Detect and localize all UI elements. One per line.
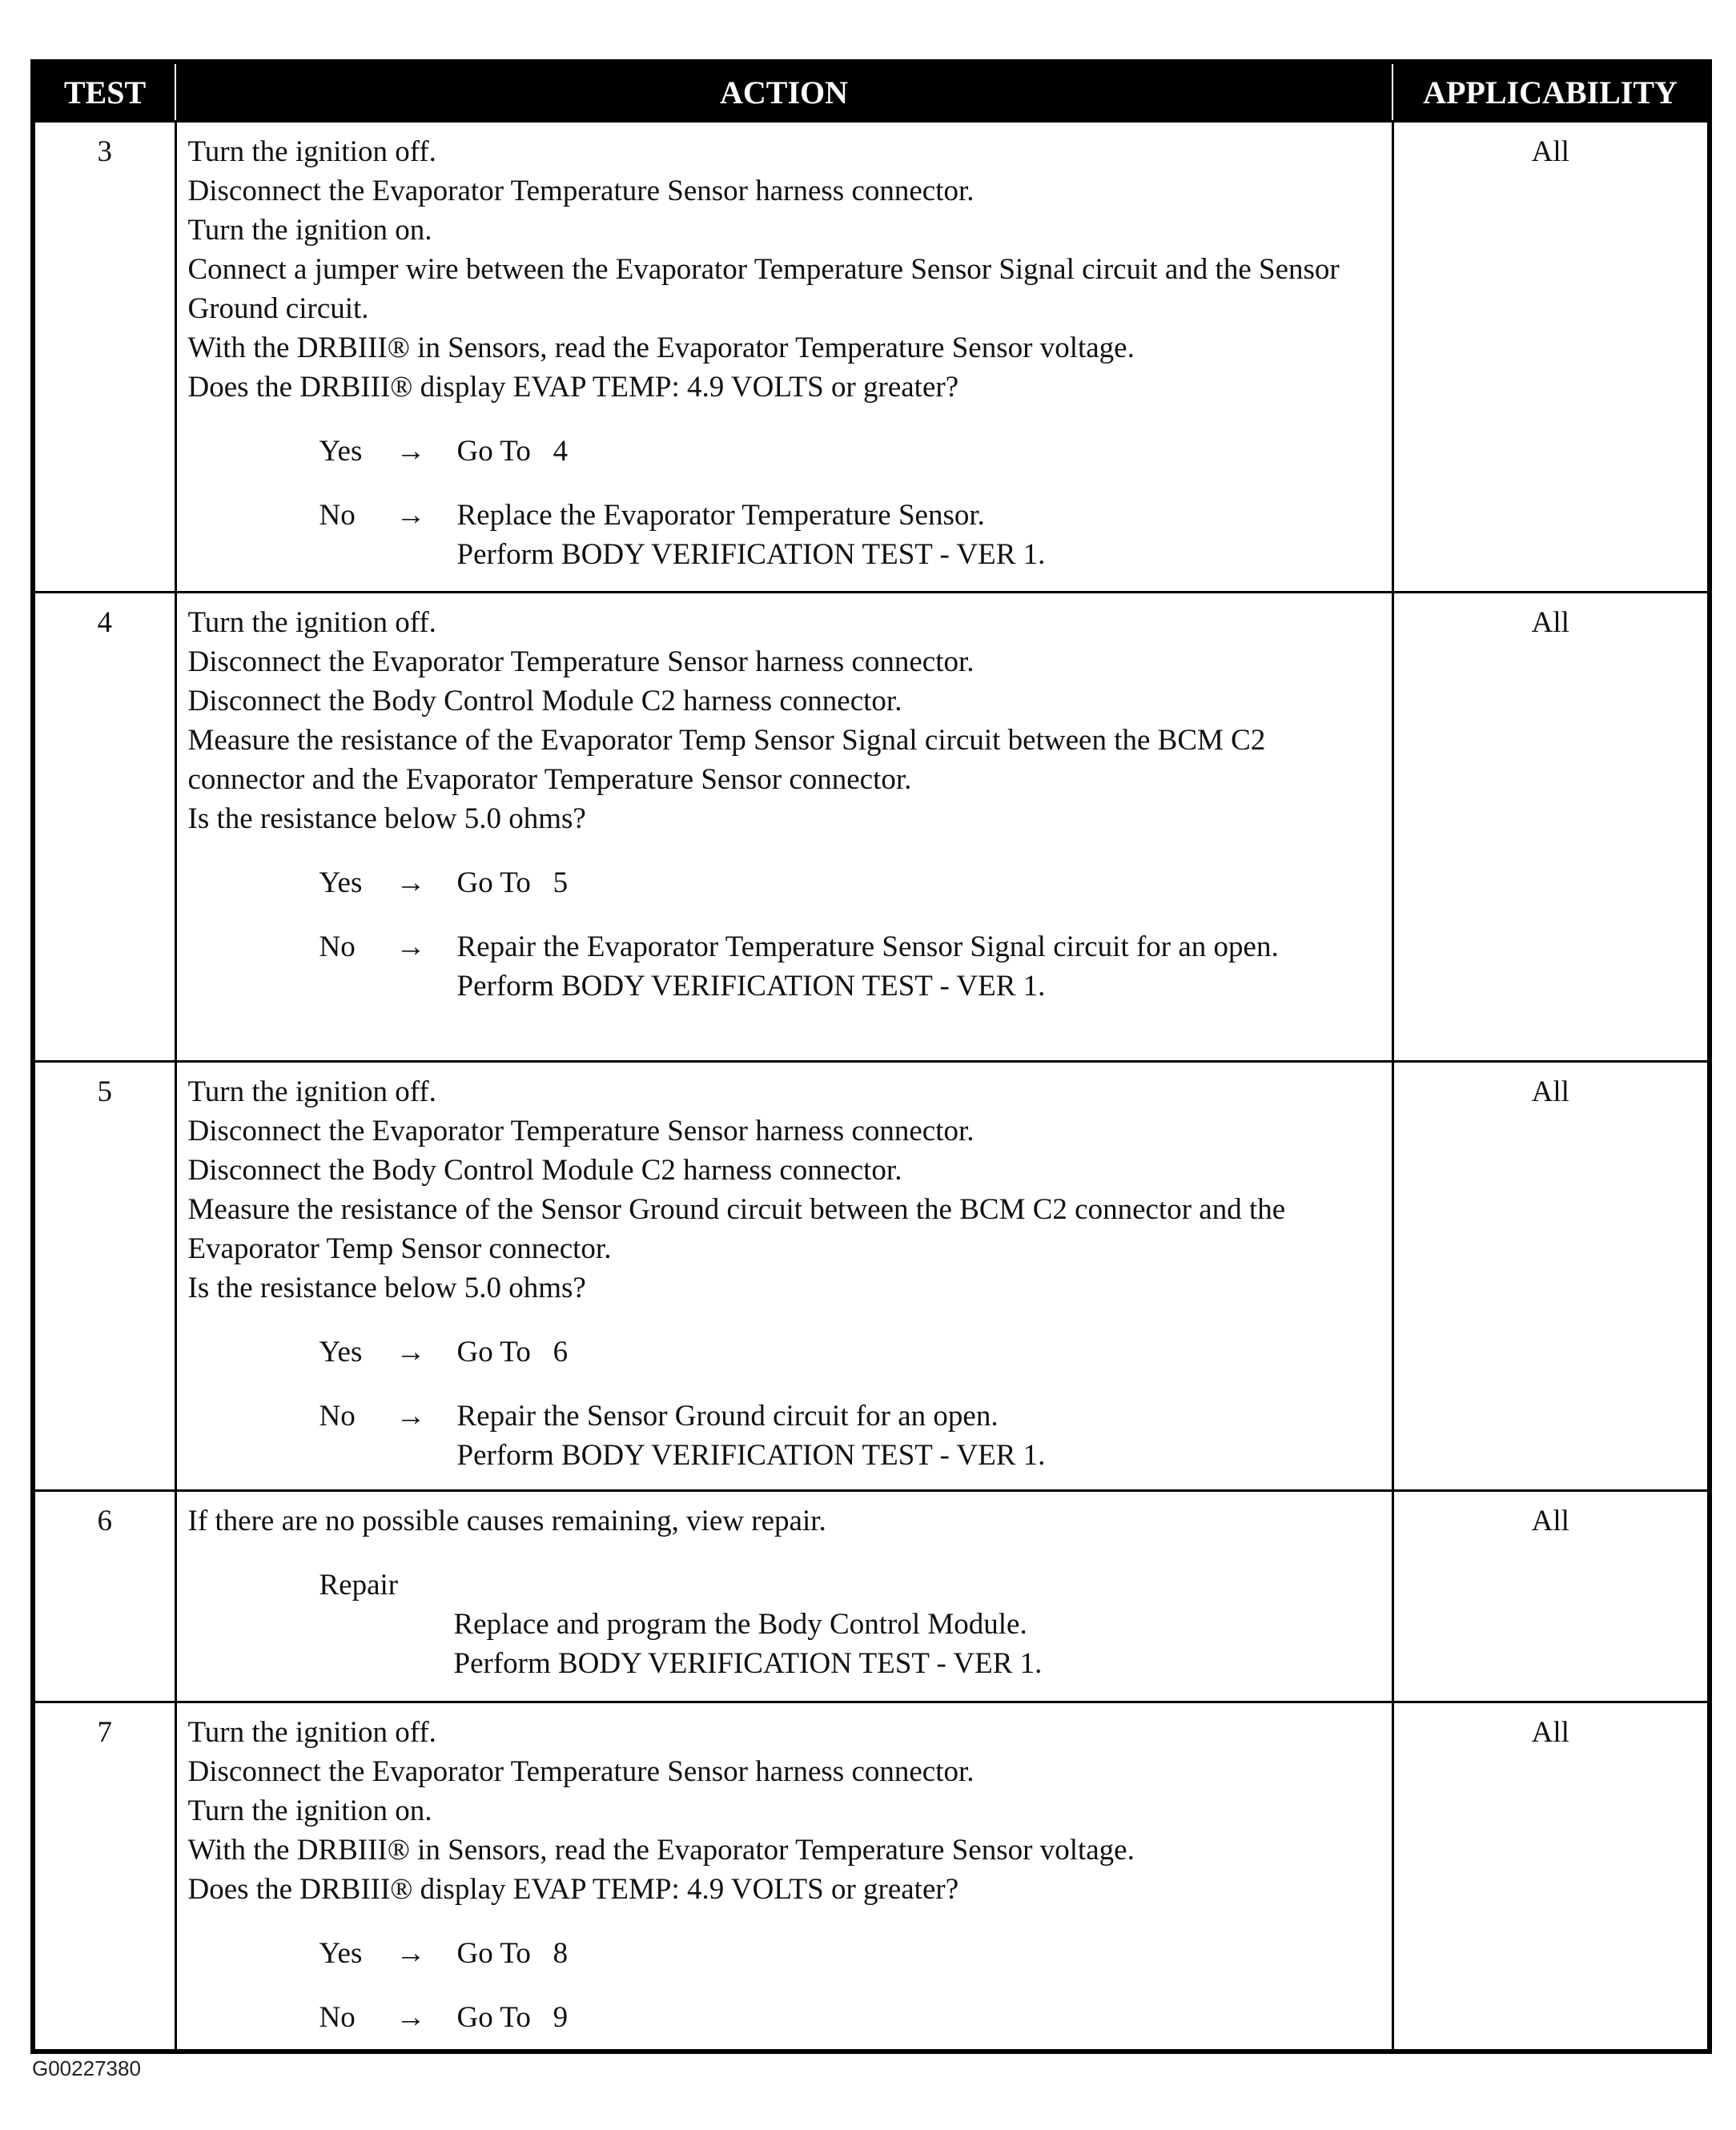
action-cell (175, 1702, 1392, 2052)
no-text-line: Perform BODY VERIFICATION TEST - VER 1. (456, 1439, 1046, 1472)
yes-text: Go To 8 (456, 1937, 569, 1970)
action-cell (175, 122, 1392, 593)
yes-result (188, 432, 1385, 471)
yes-text: Go To 4 (456, 435, 569, 468)
action-step: Is the resistance below 5.0 ohms? (187, 802, 586, 835)
yes-result (188, 1934, 1385, 1973)
no-text-line: Perform BODY VERIFICATION TEST - VER 1. (456, 538, 1046, 571)
no-label: No (319, 930, 356, 963)
applicability-value: All (1392, 1702, 1710, 2052)
no-label: No (319, 499, 356, 532)
header-applicability: APPLICABILITY (1392, 62, 1710, 122)
repair-text-line: Replace and program the Body Control Module. (453, 1608, 1027, 1641)
yes-result (188, 1332, 1385, 1372)
action-cell (175, 593, 1392, 1062)
test-row (33, 1062, 1710, 1491)
action-step: Disconnect the Body Control Module C2 harness connector. (187, 1154, 902, 1187)
no-result (188, 927, 1385, 1006)
no-label: No (319, 1400, 356, 1433)
no-text-line: Replace the Evaporator Temperature Sensor. (456, 499, 985, 532)
action-step: Disconnect the Body Control Module C2 harness connector. (187, 685, 902, 717)
yes-result (188, 863, 1385, 902)
action-step: With the DRBIII® in Sensors, read the Evaporator Temperature Sensor voltage. (187, 332, 1135, 364)
arrow-icon: → (396, 930, 426, 963)
action-step: Turn the ignition off. (187, 606, 436, 639)
no-text: Go To 9 (456, 2001, 569, 2034)
action-step: Turn the ignition off. (187, 1075, 436, 1108)
no-text (457, 927, 1385, 1006)
repair-label: Repair (319, 1569, 399, 1602)
repair-text (454, 1605, 1385, 1683)
action-step: Turn the ignition on. (187, 214, 432, 247)
action-step: Disconnect the Evaporator Temperature Sensor harness connector. (187, 645, 974, 678)
figure-id: G00227380 (32, 2056, 141, 2080)
applicability-value: All (1392, 1491, 1710, 1702)
action-step: Turn the ignition off. (187, 1716, 436, 1749)
arrow-icon: → (396, 2001, 426, 2034)
arrow-icon: → (396, 435, 426, 468)
yes-text: Go To 6 (456, 1336, 569, 1368)
action-step: Disconnect the Evaporator Temperature Sensor harness connector. (187, 1755, 974, 1788)
action-step: Does the DRBIII® display EVAP TEMP: 4.9 VOLTS or greater? (187, 371, 959, 404)
arrow-icon: → (396, 1400, 426, 1433)
test-row (33, 593, 1710, 1062)
action-step: Disconnect the Evaporator Temperature Sensor harness connector. (187, 175, 974, 207)
no-text (457, 496, 1385, 574)
arrow-icon: → (396, 1937, 426, 1970)
test-number: 4 (33, 593, 175, 1062)
no-result (188, 1998, 1385, 2037)
yes-label: Yes (319, 1336, 363, 1368)
no-text-line: Repair the Sensor Ground circuit for an open. (456, 1400, 999, 1433)
header-test: TEST (33, 62, 175, 122)
action-step: Does the DRBIII® display EVAP TEMP: 4.9 VOLTS or greater? (187, 1873, 959, 1906)
test-row (33, 1491, 1710, 1702)
repair-text-line: Perform BODY VERIFICATION TEST - VER 1. (453, 1647, 1043, 1680)
action-step: If there are no possible causes remaining, view repair. (187, 1505, 826, 1537)
action-step: Connect a jumper wire between the Evaporator Temperature Sensor Signal circuit and the Sensor Ground circuit. (187, 253, 1340, 325)
yes-text: Go To 5 (456, 866, 569, 899)
no-text-line: Repair the Evaporator Temperature Sensor Signal circuit for an open. (456, 930, 1279, 963)
no-label: No (319, 2001, 356, 2034)
test-number: 3 (33, 122, 175, 593)
header-row (33, 62, 1710, 122)
action-step: Measure the resistance of the Sensor Ground circuit between the BCM C2 connector and the Evaporator Temp Sensor connector. (187, 1193, 1286, 1265)
arrow-icon: → (396, 866, 426, 899)
yes-label: Yes (319, 1937, 363, 1970)
test-number: 7 (33, 1702, 175, 2052)
no-text (457, 1397, 1385, 1475)
test-number: 5 (33, 1062, 175, 1491)
applicability-value: All (1392, 122, 1710, 593)
applicability-value: All (1392, 1062, 1710, 1491)
yes-label: Yes (319, 866, 363, 899)
diagnostic-test-table (30, 59, 1712, 2054)
action-cell (175, 1062, 1392, 1491)
test-row (33, 1702, 1710, 2052)
action-step: Disconnect the Evaporator Temperature Sensor harness connector. (187, 1115, 974, 1147)
header-action: ACTION (175, 62, 1392, 122)
action-step: Measure the resistance of the Evaporator Temp Sensor Signal circuit between the BCM C2 connector and the Evaporator Temperature Sensor connector. (187, 724, 1266, 796)
yes-label: Yes (319, 435, 363, 468)
test-row (33, 122, 1710, 593)
action-step: Turn the ignition on. (187, 1794, 432, 1827)
action-cell (175, 1491, 1392, 1702)
no-text-line: Perform BODY VERIFICATION TEST - VER 1. (456, 970, 1046, 1003)
arrow-icon: → (396, 1336, 426, 1368)
action-step: With the DRBIII® in Sensors, read the Evaporator Temperature Sensor voltage. (187, 1834, 1135, 1867)
action-step: Is the resistance below 5.0 ohms? (187, 1272, 586, 1304)
applicability-value: All (1392, 593, 1710, 1062)
test-number: 6 (33, 1491, 175, 1702)
arrow-icon: → (396, 499, 426, 532)
no-result (188, 496, 1385, 574)
no-result (188, 1397, 1385, 1475)
action-step: Turn the ignition off. (187, 135, 436, 168)
